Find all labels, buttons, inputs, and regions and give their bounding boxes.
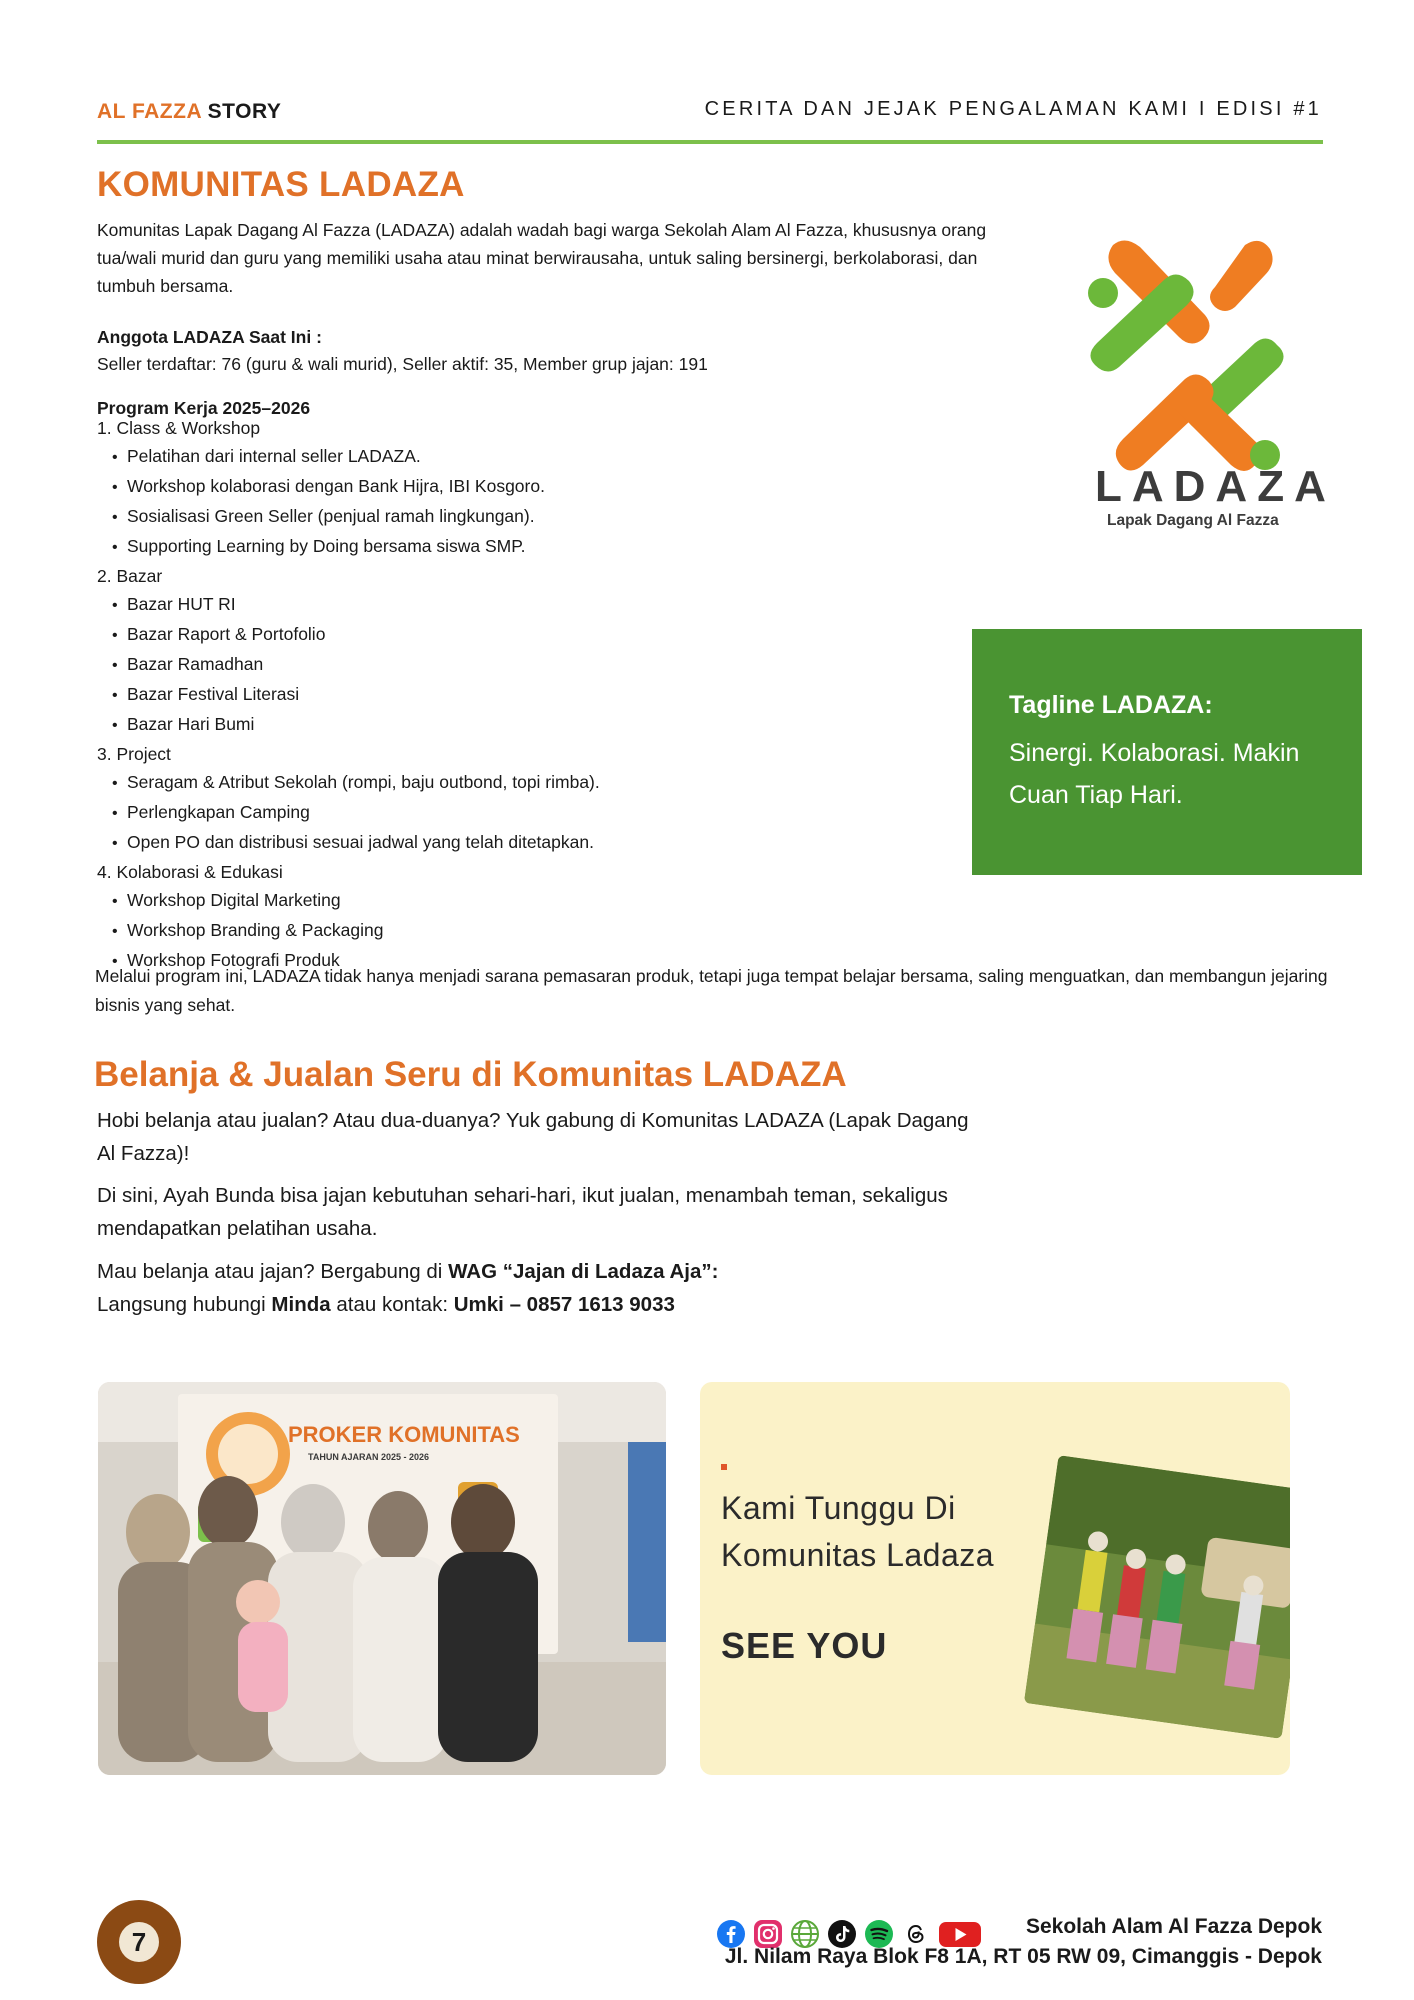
group-photo-illustration — [98, 1382, 666, 1775]
header-divider — [97, 140, 1323, 144]
intro-paragraph: Komunitas Lapak Dagang Al Fazza (LADAZA) adalah wadah bagi warga Sekolah Alam Al Fazza, khususnya orang tua/wali murid dan guru yang memiliki usaha atau minat berwirausaha, untuk saling bersinergi, berkolaborasi, dan tumbuh bersama. — [97, 220, 987, 296]
group-photo — [98, 1382, 666, 1775]
program-item: • Bazar Raport & Portofolio — [97, 620, 600, 650]
program-item: • Sosialisasi Green Seller (penjual ramah lingkungan). — [97, 502, 600, 532]
banner-subtitle: TAHUN AJARAN 2025 - 2026 — [308, 1452, 430, 1462]
footer-address: Jl. Nilam Raya Blok F8 1A, RT 05 RW 09, Cimanggis - Depok — [724, 1945, 1322, 1968]
contact-phone: Umki – 0857 1613 9033 — [453, 1293, 675, 1316]
closing-paragraph: Melalui program ini, LADAZA tidak hanya menjadi sarana pemasaran produk, tetapi juga tempat belajar bersama, saling menguatkan, dan membangun jejaring bisnis yang sehat. — [95, 966, 1328, 1015]
tagline-text: Sinergi. Kolaborasi. Makin Cuan Tiap Hari. — [1009, 739, 1300, 809]
card-accent-dot — [721, 1464, 727, 1470]
tagline-box — [972, 629, 1362, 875]
contact-name: Minda — [271, 1293, 331, 1316]
program-item: • Workshop Branding & Packaging — [97, 916, 600, 946]
program-category: 2. Bazar — [97, 566, 163, 586]
wag-group-name: WAG “Jajan di Ladaza Aja”: — [448, 1260, 719, 1283]
program-list — [97, 414, 600, 976]
card-photo-illustration — [1024, 1455, 1290, 1739]
header-brand-rest: STORY — [207, 100, 282, 123]
paragraph-wag — [97, 1255, 977, 1288]
program-item: • Bazar Ramadhan — [97, 650, 600, 680]
page-number: 7 — [119, 1922, 159, 1962]
program-item: • Seragam & Atribut Sekolah (rompi, baju outbond, topi rimba). — [97, 768, 600, 798]
program-category: 4. Kolaborasi & Edukasi — [97, 862, 283, 882]
program-item: • Workshop Digital Marketing — [97, 886, 600, 916]
contact-mid: atau kontak: — [336, 1293, 449, 1316]
card-photo — [1024, 1455, 1290, 1739]
wag-text: Mau belanja atau jajan? Bergabung di — [97, 1260, 443, 1283]
paragraph-disini: Di sini, Ayah Bunda bisa jajan kebutuhan sehari-hari, ikut jualan, menambah teman, sekaligus mendapatkan pelatihan usaha. — [97, 1184, 948, 1240]
program-category: 1. Class & Workshop — [97, 418, 261, 438]
header-brand — [97, 100, 281, 124]
header-edition: CERITA DAN JEJAK PENGALAMAN KAMI I EDISI #1 — [704, 98, 1322, 120]
card-line-2: Komunitas Ladaza — [721, 1537, 995, 1573]
program-item: • Bazar Festival Literasi — [97, 680, 600, 710]
contact-pre: Langsung hubungi — [97, 1293, 266, 1316]
paragraph-hobi: Hobi belanja atau jualan? Atau dua-duanya? Yuk gabung di Komunitas LADAZA (Lapak Dagang Al Fazza)! — [97, 1109, 969, 1165]
section-title-komunitas: KOMUNITAS LADAZA — [97, 165, 465, 204]
program-item: • Bazar HUT RI — [97, 590, 600, 620]
paragraph-contact — [97, 1288, 977, 1321]
program-item: • Open PO dan distribusi sesuai jadwal yang telah ditetapkan. — [97, 828, 600, 858]
members-heading: Anggota LADAZA Saat Ini : — [97, 327, 322, 347]
program-item: • Bazar Hari Bumi — [97, 710, 600, 740]
section-title-belanja: Belanja & Jualan Seru di Komunitas LADAZA — [94, 1055, 847, 1094]
page-number-badge — [97, 1900, 181, 1984]
logo-wordmark: LADAZA — [1095, 462, 1336, 511]
footer-school-name: Sekolah Alam Al Fazza Depok — [1025, 1915, 1322, 1938]
program-category: 3. Project — [97, 744, 171, 764]
invitation-card — [700, 1382, 1290, 1775]
banner-title: PROKER KOMUNITAS — [288, 1422, 520, 1447]
program-item: • Supporting Learning by Doing bersama siswa SMP. — [97, 532, 600, 562]
logo-subtitle: Lapak Dagang Al Fazza — [1107, 512, 1279, 529]
program-heading: Program Kerja 2025–2026 — [97, 398, 311, 418]
tagline-heading: Tagline LADAZA: — [1009, 691, 1213, 719]
header-brand-accent: AL FAZZA — [97, 100, 202, 123]
program-item: • Workshop Fotografi Produk — [97, 946, 600, 976]
card-line-1: Kami Tunggu Di — [721, 1490, 956, 1526]
program-item: • Workshop kolaborasi dengan Bank Hijra, IBI Kosgoro. — [97, 472, 600, 502]
program-item: • Pelatihan dari internal seller LADAZA. — [97, 442, 600, 472]
card-cta: SEE YOU — [721, 1625, 888, 1666]
members-text: Seller terdaftar: 76 (guru & wali murid), Seller aktif: 35, Member grup jajan: 191 — [97, 354, 708, 374]
program-item: • Perlengkapan Camping — [97, 798, 600, 828]
